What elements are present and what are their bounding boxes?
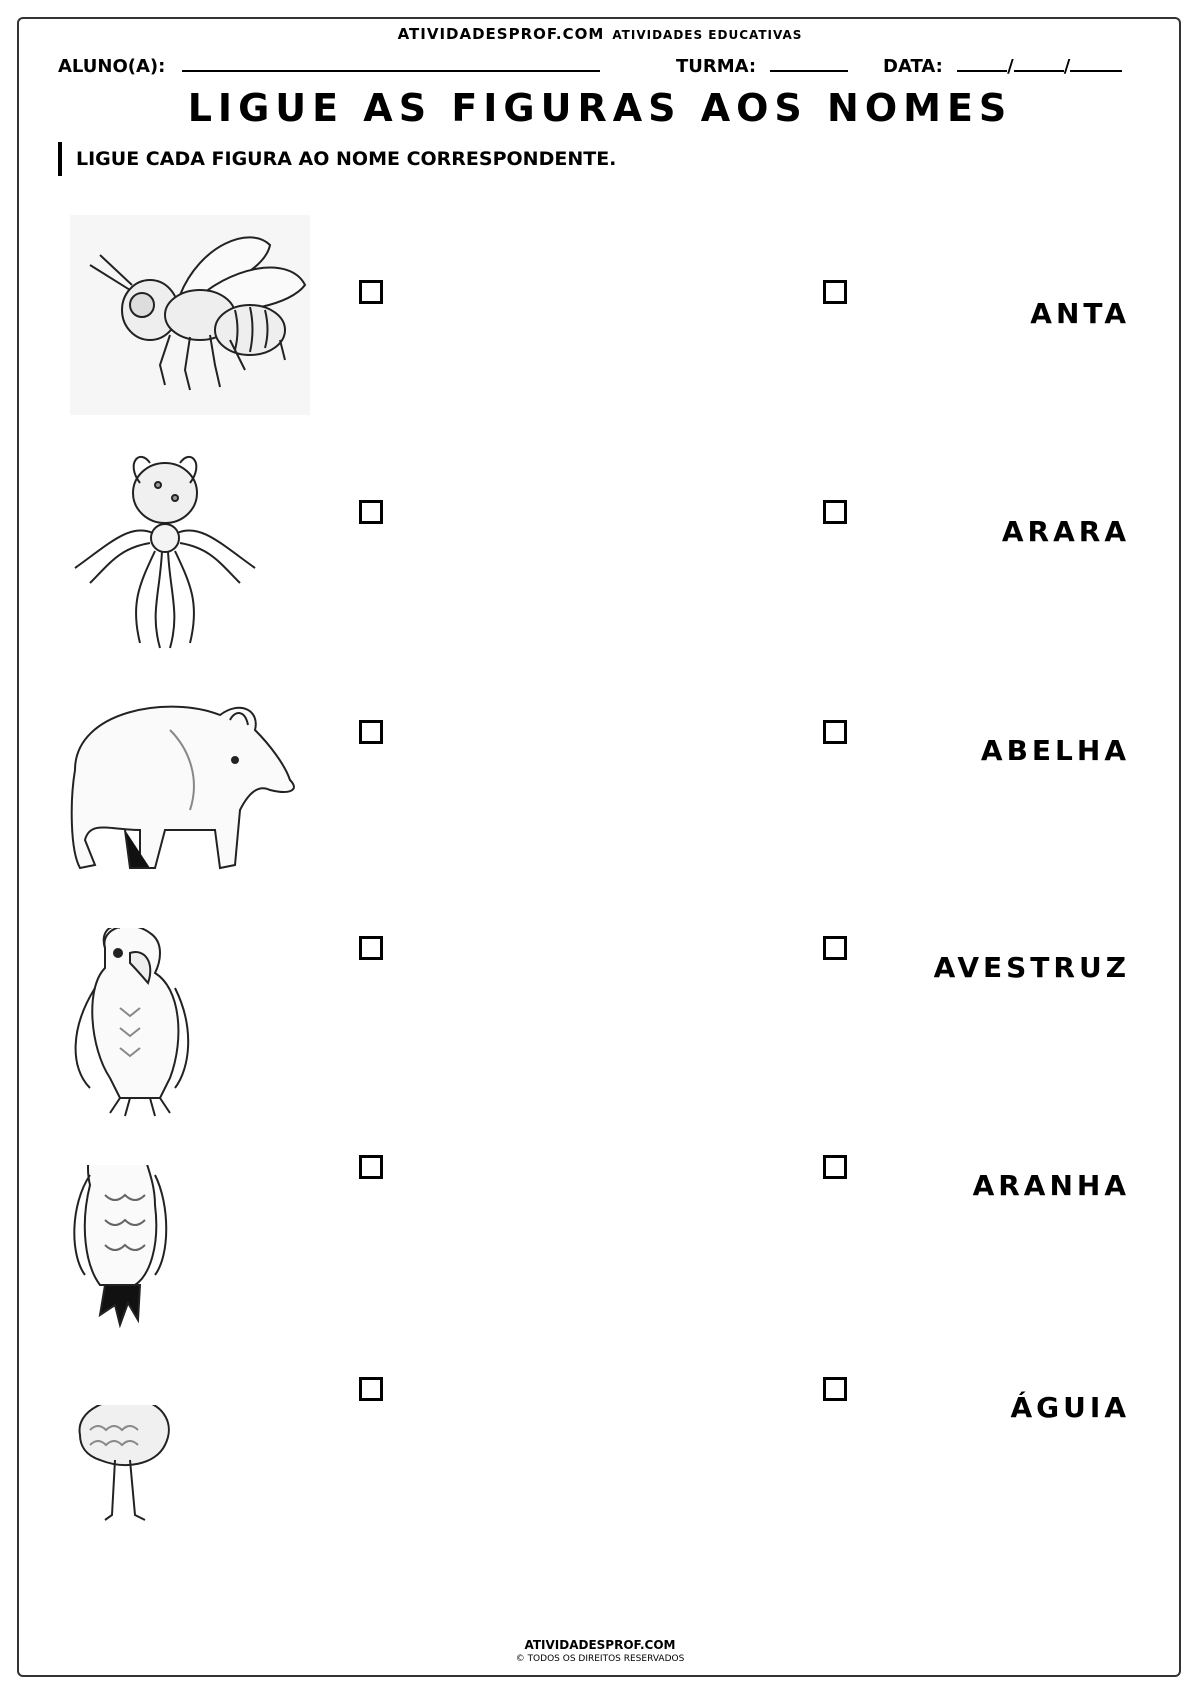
name-match-checkbox[interactable] xyxy=(823,1155,847,1179)
macaw-illustration xyxy=(70,928,310,1128)
turma-label: TURMA: xyxy=(676,56,757,77)
name-match-checkbox[interactable] xyxy=(823,280,847,304)
date-separator: / xyxy=(1063,56,1071,77)
picture-match-checkbox[interactable] xyxy=(359,1377,383,1401)
name-match-checkbox[interactable] xyxy=(823,500,847,524)
match-row xyxy=(0,1391,1200,1605)
page-footer xyxy=(0,1638,1200,1664)
name-match-checkbox[interactable] xyxy=(823,936,847,960)
turma-line[interactable] xyxy=(770,52,848,72)
aluno-label: ALUNO(A): xyxy=(58,56,166,77)
match-row xyxy=(0,453,1200,653)
footer-site: ATIVIDADESPROF.COM xyxy=(524,1638,676,1652)
picture-match-checkbox[interactable] xyxy=(359,720,383,744)
aluno-line[interactable] xyxy=(182,52,600,72)
date-separator: / xyxy=(1007,56,1014,77)
animal-name-label: ARARA xyxy=(1001,515,1130,548)
animal-name-label: ABELHA xyxy=(980,734,1130,767)
name-match-checkbox[interactable] xyxy=(823,1377,847,1401)
animal-name-label: ARANHA xyxy=(972,1169,1130,1202)
match-row xyxy=(0,928,1200,1128)
picture-match-checkbox[interactable] xyxy=(359,1155,383,1179)
instruction: LIGUE CADA FIGURA AO NOME CORRESPONDENTE. xyxy=(58,142,616,176)
picture-match-checkbox[interactable] xyxy=(359,500,383,524)
site-name: ATIVIDADESPROF.COM xyxy=(397,25,605,43)
animal-name-label: ÁGUIA xyxy=(1010,1391,1130,1424)
aluno-field[interactable] xyxy=(58,52,600,77)
bee-illustration xyxy=(70,215,310,415)
eagle-illustration xyxy=(70,1165,310,1365)
data-field[interactable] xyxy=(883,52,1122,77)
turma-field[interactable] xyxy=(676,52,848,77)
picture-match-checkbox[interactable] xyxy=(359,936,383,960)
year-line[interactable] xyxy=(1070,52,1122,72)
animal-name-label: ANTA xyxy=(1030,297,1130,330)
animal-name-label: AVESTRUZ xyxy=(933,951,1130,984)
site-header xyxy=(0,25,1200,43)
tapir-illustration xyxy=(70,690,310,890)
ostrich-illustration xyxy=(70,1405,310,1605)
data-label: DATA: xyxy=(883,56,943,77)
page-title: LIGUE AS FIGURAS AOS NOMES xyxy=(187,86,1013,130)
day-line[interactable] xyxy=(957,52,1007,72)
match-row xyxy=(0,215,1200,415)
month-line[interactable] xyxy=(1014,52,1064,72)
spider-illustration xyxy=(70,453,310,653)
student-fields xyxy=(58,52,1148,78)
match-row xyxy=(0,690,1200,890)
site-subtitle: ATIVIDADES EDUCATIVAS xyxy=(612,28,803,42)
footer-copyright: © TODOS OS DIREITOS RESERVADOS xyxy=(515,1654,685,1664)
name-match-checkbox[interactable] xyxy=(823,720,847,744)
picture-match-checkbox[interactable] xyxy=(359,280,383,304)
match-row xyxy=(0,1165,1200,1365)
